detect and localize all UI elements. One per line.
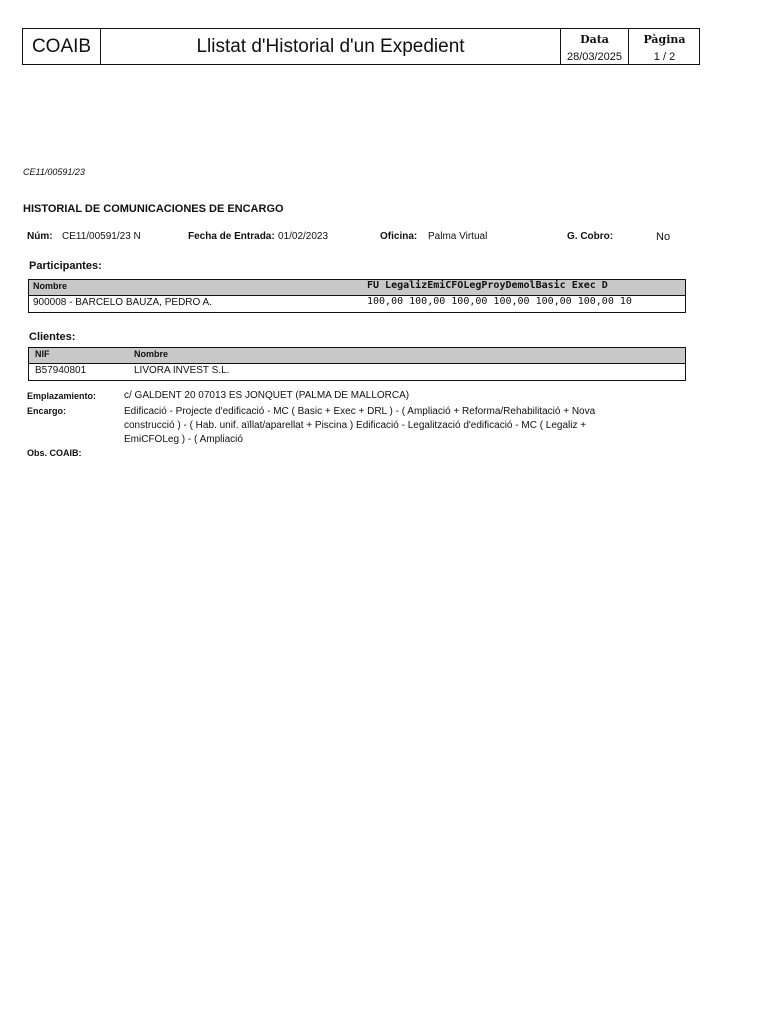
date-cell (561, 29, 629, 64)
page-value: 1 / 2 (653, 51, 676, 63)
report-header (22, 28, 700, 65)
org-name: COAIB (23, 29, 101, 64)
col-nif: NIF (35, 349, 50, 359)
table-row (29, 364, 685, 380)
reference-code: CE11/00591/23 (23, 167, 85, 177)
participantes-title: Participantes: (29, 260, 102, 272)
col-nombre: Nombre (33, 281, 68, 291)
report-title: Llistat d'Historial d'un Expedient (101, 29, 561, 64)
participant-values: 100,00 100,00 100,00 100,00 100,00 100,00 10 (367, 296, 632, 307)
section-title: HISTORIAL DE COMUNICACIONES DE ENCARGO (23, 203, 284, 215)
col-percentages: FU LegalizEmiCFOLegProyDemolBasic Exec D (367, 280, 608, 291)
encargo-label: Encargo: (27, 406, 67, 416)
table-row (29, 296, 685, 312)
obs-label: Obs. COAIB: (27, 448, 82, 458)
encargo-line-1: Edificació - Projecte d'edificació - MC ( Basic + Exec + DRL ) - ( Ampliació + Reforma/Rehabilitació + Nova (124, 406, 596, 417)
participant-name: 900008 - BARCELO BAUZA, PEDRO A. (33, 297, 212, 308)
clientes-header-row (29, 348, 685, 364)
emplazamiento-label: Emplazamiento: (27, 391, 97, 401)
cliente-nombre: LIVORA INVEST S.L. (134, 365, 230, 376)
num-value: CE11/00591/23 N (62, 231, 141, 242)
clientes-title: Clientes: (29, 331, 76, 343)
fecha-value: 01/02/2023 (278, 231, 329, 242)
encargo-line-3: EmiCFOLeg ) - ( Ampliació (124, 434, 243, 445)
fecha-label: Fecha de Entrada: (188, 231, 275, 242)
num-label: Núm: (27, 231, 53, 242)
oficina-value: Palma Virtual (428, 231, 488, 242)
cobro-value: No (656, 231, 671, 243)
participantes-header-row (29, 280, 685, 296)
cliente-nif: B57940801 (35, 365, 87, 376)
emplazamiento-value: c/ GALDENT 20 07013 ES JONQUET (PALMA DE MALLORCA) (124, 390, 410, 401)
date-label: Data (580, 33, 609, 46)
col-nombre: Nombre (134, 349, 169, 359)
clientes-table (28, 347, 686, 381)
oficina-label: Oficina: (380, 231, 418, 242)
page-label: Pàgina (643, 33, 686, 46)
page-cell (629, 29, 700, 64)
encargo-line-2: construcció ) - ( Hab. unif. aïllat/aparellat + Piscina ) Edificació - Legalització d'edificació - MC ( Legaliz + (124, 420, 587, 431)
participantes-table (28, 279, 686, 313)
cobro-label: G. Cobro: (567, 231, 614, 242)
date-value: 28/03/2025 (566, 51, 623, 63)
